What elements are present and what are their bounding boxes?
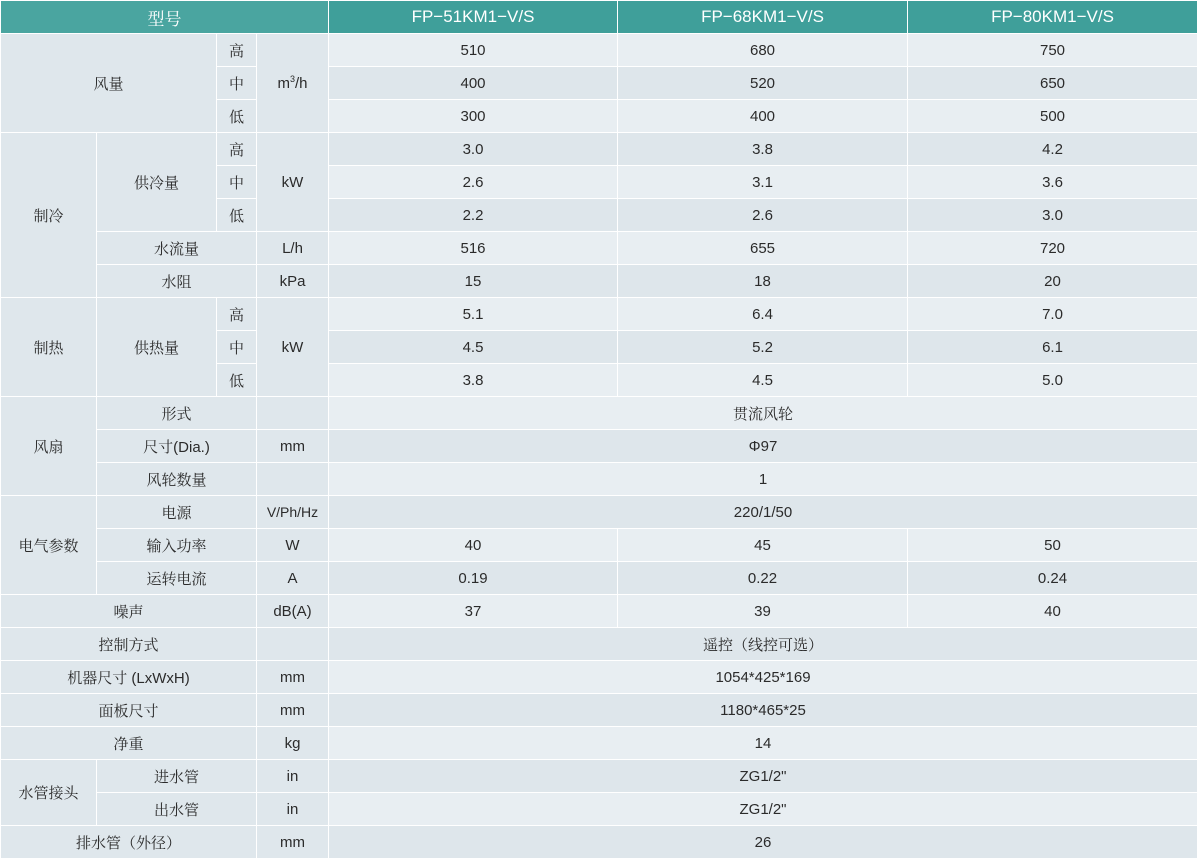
unit-power-source: V/Ph/Hz (257, 496, 329, 529)
value-airflow-mid-2: 520 (618, 67, 908, 100)
value-running-current-2: 0.22 (618, 562, 908, 595)
label-input-power: 输入功率 (97, 529, 257, 562)
value-fan-count: 1 (329, 463, 1197, 496)
unit-fan-type (257, 397, 329, 430)
label-fan-count: 风轮数量 (97, 463, 257, 496)
unit-water-flow: L/h (257, 232, 329, 265)
table-row (1, 463, 1197, 496)
value-cooling-low-2: 2.6 (618, 199, 908, 232)
unit-inlet-pipe: in (257, 760, 329, 793)
value-power-source: 220/1/50 (329, 496, 1197, 529)
label-power-source: 电源 (97, 496, 257, 529)
label-cooling-low: 低 (217, 199, 257, 232)
table-row (1, 430, 1197, 463)
value-input-power-3: 50 (908, 529, 1197, 562)
table-row (1, 34, 1197, 67)
unit-water-resistance: kPa (257, 265, 329, 298)
label-running-current: 运转电流 (97, 562, 257, 595)
label-heating-low: 低 (217, 364, 257, 397)
value-cooling-mid-3: 3.6 (908, 166, 1197, 199)
label-airflow-mid: 中 (217, 67, 257, 100)
value-airflow-high-3: 750 (908, 34, 1197, 67)
unit-input-power: W (257, 529, 329, 562)
group-fan: 风扇 (1, 397, 97, 496)
label-water-resistance: 水阻 (97, 265, 257, 298)
value-heating-mid-2: 5.2 (618, 331, 908, 364)
label-heating-capacity: 供热量 (97, 298, 217, 397)
value-inlet-pipe: ZG1/2" (329, 760, 1197, 793)
value-heating-low-3: 5.0 (908, 364, 1197, 397)
label-fan-type: 形式 (97, 397, 257, 430)
group-heating: 制热 (1, 298, 97, 397)
value-airflow-mid-3: 650 (908, 67, 1197, 100)
unit-noise: dB(A) (257, 595, 329, 628)
table-row (1, 529, 1197, 562)
value-input-power-1: 40 (329, 529, 618, 562)
table-row (1, 628, 1197, 661)
group-cooling: 制冷 (1, 133, 97, 298)
unit-running-current: A (257, 562, 329, 595)
value-drain-pipe: 26 (329, 826, 1197, 859)
unit-panel-size: mm (257, 694, 329, 727)
value-water-resistance-2: 18 (618, 265, 908, 298)
unit-machine-size: mm (257, 661, 329, 694)
value-airflow-high-1: 510 (329, 34, 618, 67)
label-control-mode: 控制方式 (1, 628, 257, 661)
unit-outlet-pipe: in (257, 793, 329, 826)
group-airflow: 风量 (1, 34, 217, 133)
table-row (1, 265, 1197, 298)
value-running-current-3: 0.24 (908, 562, 1197, 595)
header-model-1: FP−51KM1−V/S (329, 1, 618, 34)
label-cooling-capacity: 供冷量 (97, 133, 217, 232)
value-heating-mid-1: 4.5 (329, 331, 618, 364)
table-row (1, 661, 1197, 694)
unit-fan-count (257, 463, 329, 496)
table-row (1, 694, 1197, 727)
table-row (1, 298, 1197, 331)
value-heating-high-2: 6.4 (618, 298, 908, 331)
table-row (1, 133, 1197, 166)
value-running-current-1: 0.19 (329, 562, 618, 595)
table-row (1, 397, 1197, 430)
table-row (1, 760, 1197, 793)
table-header-row (1, 1, 1197, 34)
value-noise-3: 40 (908, 595, 1197, 628)
value-heating-low-1: 3.8 (329, 364, 618, 397)
unit-drain-pipe: mm (257, 826, 329, 859)
unit-airflow-text: $m^3/h$ (277, 74, 308, 92)
unit-control-mode (257, 628, 329, 661)
value-heating-high-3: 7.0 (908, 298, 1197, 331)
value-airflow-low-2: 400 (618, 100, 908, 133)
label-net-weight: 净重 (1, 727, 257, 760)
table-row (1, 595, 1197, 628)
value-heating-mid-3: 6.1 (908, 331, 1197, 364)
table-row (1, 793, 1197, 826)
value-noise-2: 39 (618, 595, 908, 628)
value-outlet-pipe: ZG1/2" (329, 793, 1197, 826)
value-heating-high-1: 5.1 (329, 298, 618, 331)
label-fan-size: 尺寸(Dia.) (97, 430, 257, 463)
group-water-pipe: 水管接头 (1, 760, 97, 826)
label-panel-size: 面板尺寸 (1, 694, 257, 727)
value-airflow-low-1: 300 (329, 100, 618, 133)
value-cooling-low-3: 3.0 (908, 199, 1197, 232)
value-panel-size: 1180*465*25 (329, 694, 1197, 727)
label-cooling-mid: 中 (217, 166, 257, 199)
value-cooling-high-1: 3.0 (329, 133, 618, 166)
label-outlet-pipe: 出水管 (97, 793, 257, 826)
unit-heating-kw: kW (257, 298, 329, 397)
value-cooling-low-1: 2.2 (329, 199, 618, 232)
value-cooling-mid-2: 3.1 (618, 166, 908, 199)
label-airflow-high: 高 (217, 34, 257, 67)
value-control-mode: 遥控（线控可选） (329, 628, 1197, 661)
label-water-flow: 水流量 (97, 232, 257, 265)
value-water-resistance-1: 15 (329, 265, 618, 298)
value-cooling-mid-1: 2.6 (329, 166, 618, 199)
value-cooling-high-2: 3.8 (618, 133, 908, 166)
value-airflow-mid-1: 400 (329, 67, 618, 100)
value-machine-size: 1054*425*169 (329, 661, 1197, 694)
value-water-flow-2: 655 (618, 232, 908, 265)
value-heating-low-2: 4.5 (618, 364, 908, 397)
value-water-flow-3: 720 (908, 232, 1197, 265)
table-row (1, 232, 1197, 265)
header-model-2: FP−68KM1−V/S (618, 1, 908, 34)
value-net-weight: 14 (329, 727, 1197, 760)
unit-cooling-kw: kW (257, 133, 329, 232)
label-drain-pipe: 排水管（外径） (1, 826, 257, 859)
value-water-resistance-3: 20 (908, 265, 1197, 298)
label-noise: 噪声 (1, 595, 257, 628)
table-row (1, 496, 1197, 529)
value-fan-type: 贯流风轮 (329, 397, 1197, 430)
unit-net-weight: kg (257, 727, 329, 760)
header-model-3: FP−80KM1−V/S (908, 1, 1197, 34)
label-heating-high: 高 (217, 298, 257, 331)
table-row (1, 727, 1197, 760)
table-row (1, 826, 1197, 859)
label-inlet-pipe: 进水管 (97, 760, 257, 793)
value-noise-1: 37 (329, 595, 618, 628)
table-row (1, 562, 1197, 595)
label-machine-size: 机器尺寸 (LxWxH) (1, 661, 257, 694)
label-heating-mid: 中 (217, 331, 257, 364)
value-airflow-high-2: 680 (618, 34, 908, 67)
header-model-label: 型号 (1, 1, 329, 34)
unit-airflow (257, 34, 329, 133)
value-fan-size: Φ97 (329, 430, 1197, 463)
value-airflow-low-3: 500 (908, 100, 1197, 133)
value-cooling-high-3: 4.2 (908, 133, 1197, 166)
group-electrical: 电气参数 (1, 496, 97, 595)
unit-fan-size: mm (257, 430, 329, 463)
value-water-flow-1: 516 (329, 232, 618, 265)
value-input-power-2: 45 (618, 529, 908, 562)
label-cooling-high: 高 (217, 133, 257, 166)
label-airflow-low: 低 (217, 100, 257, 133)
